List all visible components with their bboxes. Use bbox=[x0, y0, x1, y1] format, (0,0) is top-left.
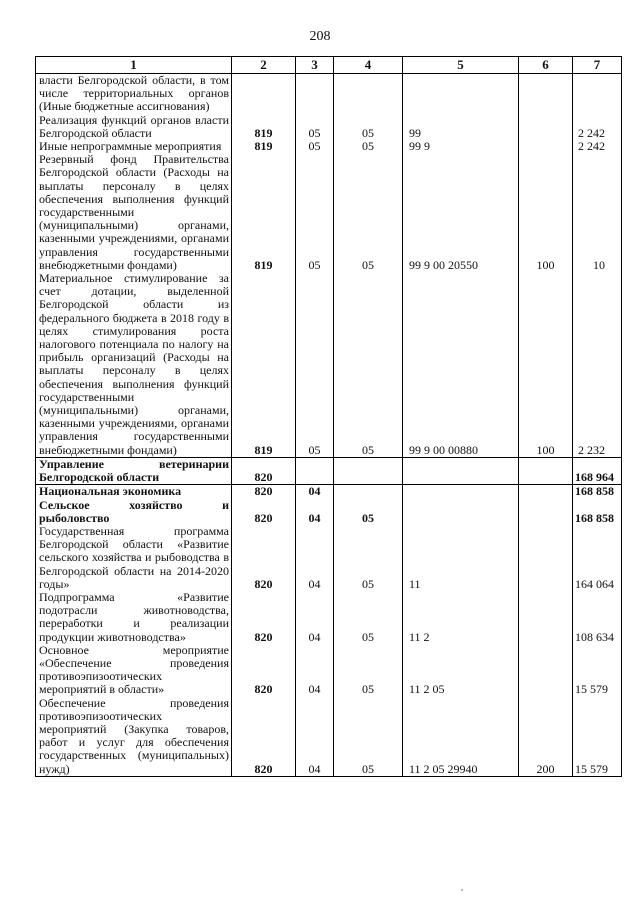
row-c6-cell bbox=[519, 644, 573, 697]
row-c4-cell: 05 bbox=[334, 525, 403, 591]
row-c4-cell bbox=[334, 74, 403, 114]
row-c6-cell bbox=[519, 525, 573, 591]
column-header: 7 bbox=[573, 57, 622, 74]
row-c4-cell bbox=[334, 485, 403, 499]
table-row bbox=[36, 74, 622, 114]
row-name-cell: Обеспечение проведения противоэпизоотических мероприятий (Закупка товаров, работ и услуг для обеспечения государственных (муниципальных) нужд) bbox=[36, 697, 232, 777]
row-c3-cell: 04 bbox=[296, 591, 334, 644]
row-c7-cell: 2 232 bbox=[573, 272, 622, 457]
row-c2-cell: 820 bbox=[232, 644, 296, 697]
row-c6-cell: 100 bbox=[519, 153, 573, 272]
row-c3-cell: 04 bbox=[296, 525, 334, 591]
row-c4-cell: 05 bbox=[334, 499, 403, 525]
row-c3-cell: 04 bbox=[296, 697, 334, 777]
row-name-cell: Резервный фонд Правительства Белгородской области (Расходы на выплаты персоналу в целях обеспечения выполнения функций государственными (муниципальными) органами, казенными учреждениями, органами управления государственными внебюджетными фондами) bbox=[36, 153, 232, 272]
column-header: 2 bbox=[232, 57, 296, 74]
row-c7-cell bbox=[573, 74, 622, 114]
row-name-cell: Национальная экономика bbox=[36, 485, 232, 499]
row-c6-cell: 100 bbox=[519, 272, 573, 457]
row-c4-cell: 05 bbox=[334, 153, 403, 272]
table-row bbox=[36, 591, 622, 644]
table-row bbox=[36, 272, 622, 457]
row-name-cell: власти Белгородской области, в том числе территориальных органов (Иные бюджетные ассигнования) bbox=[36, 74, 232, 114]
row-name-cell: Подпрограмма «Развитие подотрасли животноводства, переработки и реализации продукции животноводства» bbox=[36, 591, 232, 644]
row-c4-cell bbox=[334, 457, 403, 484]
row-c2-cell: 820 bbox=[232, 591, 296, 644]
row-c5-cell: 11 2 bbox=[403, 591, 519, 644]
row-name-cell: Основное мероприятие «Обеспечение проведения противоэпизоотических мероприятий в области» bbox=[36, 644, 232, 697]
row-c2-cell: 819 bbox=[232, 114, 296, 140]
row-name-cell: Управление ветеринарии Белгородской области bbox=[36, 457, 232, 484]
row-c5-cell: 11 2 05 29940 bbox=[403, 697, 519, 777]
row-c7-cell: 2 242 bbox=[573, 140, 622, 153]
row-c6-cell bbox=[519, 499, 573, 525]
row-c4-cell: 05 bbox=[334, 272, 403, 457]
row-c2-cell: 819 bbox=[232, 140, 296, 153]
row-c4-cell: 05 bbox=[334, 140, 403, 153]
row-c6-cell bbox=[519, 457, 573, 484]
row-c5-cell bbox=[403, 74, 519, 114]
row-c7-cell: 168 858 bbox=[573, 485, 622, 499]
row-c3-cell: 05 bbox=[296, 140, 334, 153]
row-c2-cell: 820 bbox=[232, 697, 296, 777]
table-row bbox=[36, 153, 622, 272]
row-c7-cell: 168 858 bbox=[573, 499, 622, 525]
table-row bbox=[36, 485, 622, 499]
row-c3-cell: 04 bbox=[296, 499, 334, 525]
row-name-cell: Иные непрограммные мероприятия bbox=[36, 140, 232, 153]
row-c3-cell bbox=[296, 74, 334, 114]
row-c7-cell: 10 bbox=[573, 153, 622, 272]
row-c4-cell: 05 bbox=[334, 644, 403, 697]
row-c2-cell: 820 bbox=[232, 485, 296, 499]
row-c7-cell: 108 634 bbox=[573, 591, 622, 644]
row-c5-cell: 11 2 05 bbox=[403, 644, 519, 697]
column-header: 4 bbox=[334, 57, 403, 74]
row-c6-cell bbox=[519, 591, 573, 644]
table-row bbox=[36, 644, 622, 697]
row-c5-cell bbox=[403, 457, 519, 484]
row-c2-cell: 820 bbox=[232, 499, 296, 525]
row-c5-cell: 99 9 00 20550 bbox=[403, 153, 519, 272]
budget-table bbox=[35, 56, 622, 777]
row-c5-cell: 99 bbox=[403, 114, 519, 140]
table-row bbox=[36, 499, 622, 525]
row-c6-cell bbox=[519, 114, 573, 140]
row-c7-cell: 15 579 bbox=[573, 644, 622, 697]
column-header: 3 bbox=[296, 57, 334, 74]
row-c3-cell: 04 bbox=[296, 644, 334, 697]
row-name-cell: Реализация функций органов власти Белгородской области bbox=[36, 114, 232, 140]
row-c2-cell bbox=[232, 74, 296, 114]
row-name-cell: Сельское хозяйство и рыболовство bbox=[36, 499, 232, 525]
row-c4-cell: 05 bbox=[334, 114, 403, 140]
row-c3-cell bbox=[296, 457, 334, 484]
table-row bbox=[36, 525, 622, 591]
column-header: 6 bbox=[519, 57, 573, 74]
column-header: 1 bbox=[36, 57, 232, 74]
row-c6-cell bbox=[519, 485, 573, 499]
page-number: 208 bbox=[309, 29, 331, 44]
table-header-row bbox=[36, 57, 622, 74]
row-c6-cell: 200 bbox=[519, 697, 573, 777]
row-c4-cell: 05 bbox=[334, 697, 403, 777]
row-c7-cell: 168 964 bbox=[573, 457, 622, 484]
table-row bbox=[36, 697, 622, 777]
row-c2-cell: 819 bbox=[232, 153, 296, 272]
table-row bbox=[36, 457, 622, 484]
row-c2-cell: 820 bbox=[232, 457, 296, 484]
row-name-cell: Материальное стимулирование за счет дотации, выделенной Белгородской области из федерального бюджета в 2018 году в целях стимулирования роста налогового потенциала по налогу на прибыль организаций (Расходы на выплаты персоналу в целях обеспечения выполнения функций государственными (муниципальными) органами, казенными учреждениями, органами управления государственными внебюджетными фондами) bbox=[36, 272, 232, 457]
row-c5-cell bbox=[403, 485, 519, 499]
row-c3-cell: 05 bbox=[296, 153, 334, 272]
column-header: 5 bbox=[403, 57, 519, 74]
scan-speck bbox=[461, 889, 463, 891]
row-c2-cell: 819 bbox=[232, 272, 296, 457]
row-c5-cell bbox=[403, 499, 519, 525]
row-c7-cell: 15 579 bbox=[573, 697, 622, 777]
row-c5-cell: 11 bbox=[403, 525, 519, 591]
row-c7-cell: 164 064 bbox=[573, 525, 622, 591]
row-c6-cell bbox=[519, 74, 573, 114]
row-c7-cell: 2 242 bbox=[573, 114, 622, 140]
row-c5-cell: 99 9 bbox=[403, 140, 519, 153]
row-c3-cell: 05 bbox=[296, 272, 334, 457]
row-name-cell: Государственная программа Белгородской области «Развитие сельского хозяйства и рыбоводства в Белгородской области на 2014-2020 годы» bbox=[36, 525, 232, 591]
row-c4-cell: 05 bbox=[334, 591, 403, 644]
row-c5-cell: 99 9 00 00880 bbox=[403, 272, 519, 457]
row-c6-cell bbox=[519, 140, 573, 153]
row-c2-cell: 820 bbox=[232, 525, 296, 591]
table-row bbox=[36, 114, 622, 140]
row-c3-cell: 04 bbox=[296, 485, 334, 499]
row-c3-cell: 05 bbox=[296, 114, 334, 140]
